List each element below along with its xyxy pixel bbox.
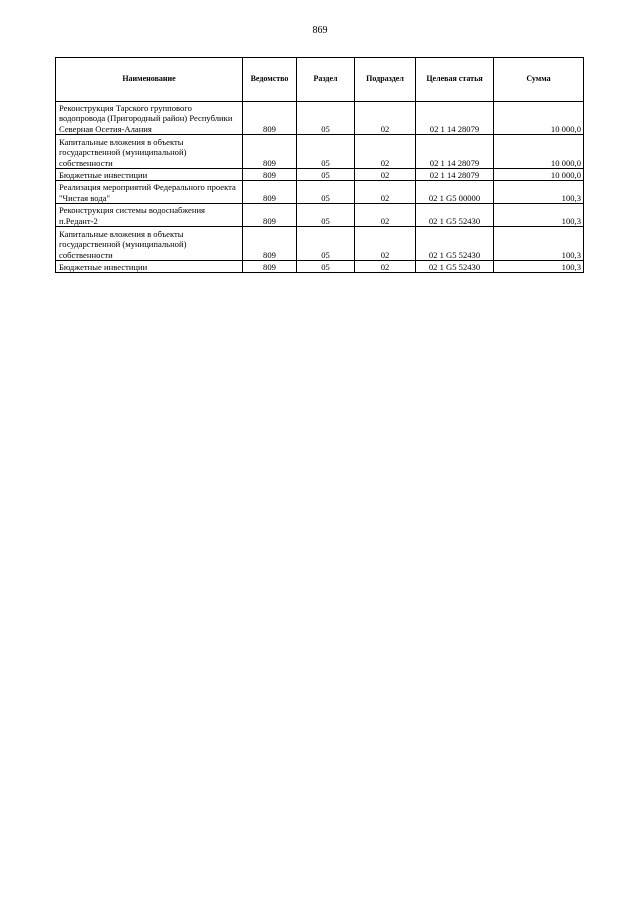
row-sum: 100,3 [494, 261, 584, 273]
table-row [56, 261, 584, 273]
row-subsection: 02 [355, 261, 416, 273]
header-sum: Сумма [494, 58, 584, 102]
row-dept: 809 [243, 227, 297, 261]
row-section: 05 [297, 227, 355, 261]
row-dept: 809 [243, 135, 297, 169]
header-target: Целевая статья [416, 58, 494, 102]
row-subsection: 02 [355, 169, 416, 181]
row-sum: 100,3 [494, 181, 584, 204]
row-name: Реконструкция Тарского группового водопровода (Пригородный район) Республики Северная Осетия-Алания [56, 102, 243, 135]
row-section: 05 [297, 135, 355, 169]
row-target: 02 1 G5 52430 [416, 261, 494, 273]
header-dept: Ведомство [243, 58, 297, 102]
table-row [56, 135, 584, 169]
row-target: 02 1 14 28079 [416, 135, 494, 169]
table-row [56, 181, 584, 204]
row-section: 05 [297, 261, 355, 273]
row-name: Капитальные вложения в объекты государственной (муниципальной) собственности [56, 135, 243, 169]
row-name: Бюджетные инвестиции [56, 169, 243, 181]
row-target: 02 1 14 28079 [416, 102, 494, 135]
row-sum: 10 000,0 [494, 135, 584, 169]
table-row [56, 169, 584, 181]
page-number: 869 [312, 25, 328, 36]
header-subsection: Подраздел [355, 58, 416, 102]
row-target: 02 1 14 28079 [416, 169, 494, 181]
row-dept: 809 [243, 181, 297, 204]
row-subsection: 02 [355, 135, 416, 169]
row-sum: 10 000,0 [494, 169, 584, 181]
row-dept: 809 [243, 102, 297, 135]
row-sum: 10 000,0 [494, 102, 584, 135]
row-dept: 809 [243, 169, 297, 181]
row-subsection: 02 [355, 227, 416, 261]
row-dept: 809 [243, 261, 297, 273]
header-name: Наименование [56, 58, 243, 102]
table-row [56, 227, 584, 261]
row-section: 05 [297, 181, 355, 204]
row-name: Реализация мероприятий Федерального проекта "Чистая вода" [56, 181, 243, 204]
header-section: Раздел [297, 58, 355, 102]
row-section: 05 [297, 204, 355, 227]
row-sum: 100,3 [494, 204, 584, 227]
row-subsection: 02 [355, 181, 416, 204]
budget-table [55, 57, 584, 273]
row-target: 02 1 G5 52430 [416, 227, 494, 261]
row-section: 05 [297, 102, 355, 135]
table-header-row [56, 58, 584, 102]
row-name: Бюджетные инвестиции [56, 261, 243, 273]
table-row [56, 204, 584, 227]
row-target: 02 1 G5 52430 [416, 204, 494, 227]
row-section: 05 [297, 169, 355, 181]
row-sum: 100,3 [494, 227, 584, 261]
table-row [56, 102, 584, 135]
row-name: Реконструкция системы водоснабжения п.Редант-2 [56, 204, 243, 227]
row-target: 02 1 G5 00000 [416, 181, 494, 204]
row-name: Капитальные вложения в объекты государственной (муниципальной) собственности [56, 227, 243, 261]
row-dept: 809 [243, 204, 297, 227]
row-subsection: 02 [355, 204, 416, 227]
row-subsection: 02 [355, 102, 416, 135]
